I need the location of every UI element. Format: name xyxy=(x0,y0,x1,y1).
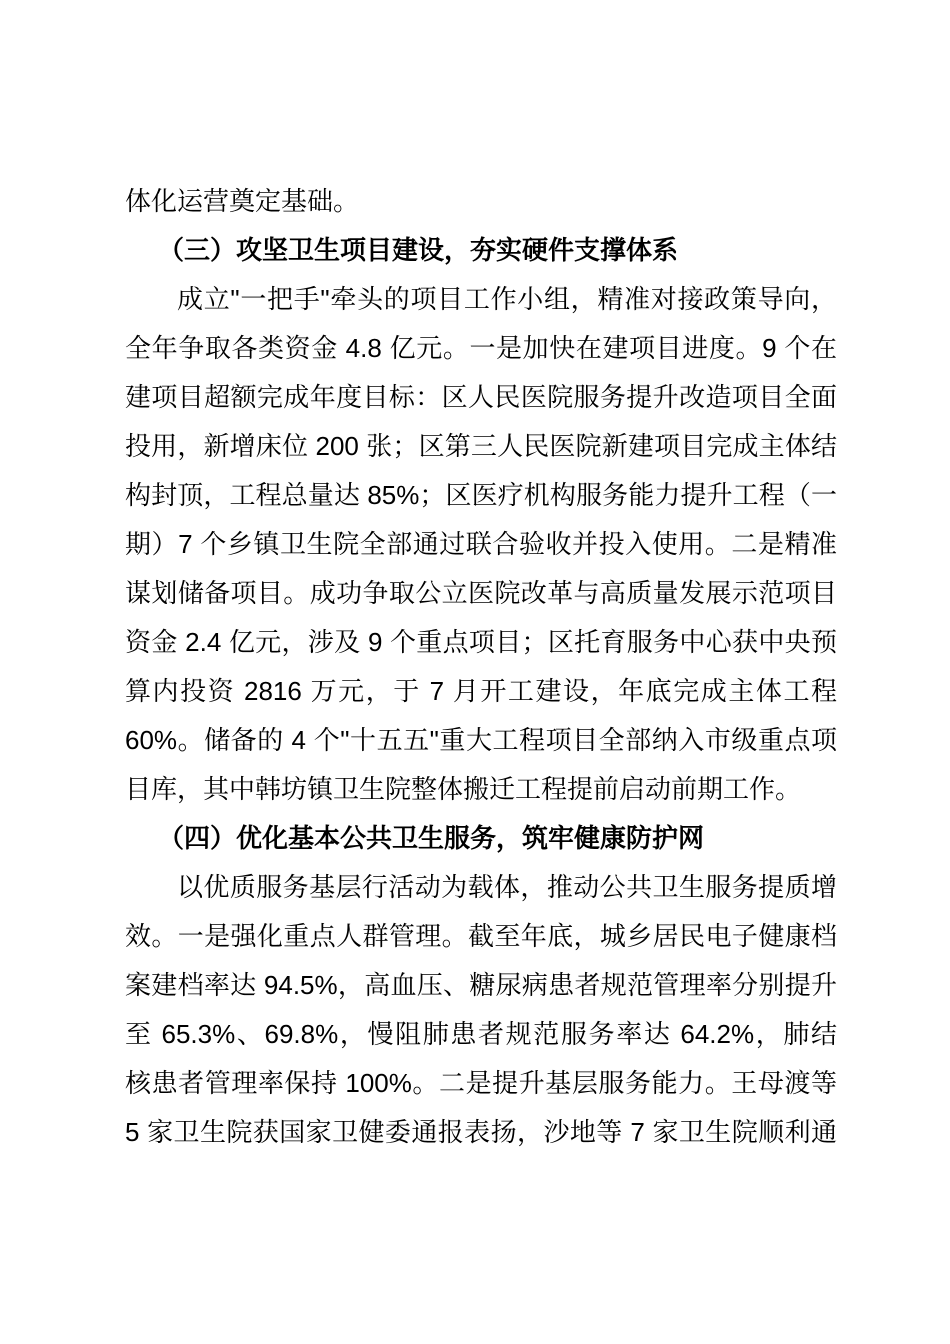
text-line: 构封顶，工程总量达 85%；区医疗机构服务能力提升工程（一 xyxy=(125,480,837,510)
text-line: 建项目超额完成年度目标：区人民医院服务提升改造项目全面 xyxy=(125,382,837,412)
section-heading xyxy=(125,814,837,863)
text-line: 算内投资 2816 万元，于 7 月开工建设，年底完成主体工程 xyxy=(125,676,837,706)
text-line: 投用，新增床位 200 张；区第三人民医院新建项目完成主体结 xyxy=(125,431,837,461)
text-line: 资金 2.4 亿元，涉及 9 个重点项目；区托育服务中心获中央预 xyxy=(125,627,837,657)
section-heading xyxy=(125,226,837,275)
paragraph xyxy=(125,177,837,226)
heading-text-line: （三）攻坚卫生项目建设，夯实硬件支撑体系 xyxy=(158,235,679,265)
text-line: 案建档率达 94.5%，高血压、糖尿病患者规范管理率分别提升 xyxy=(125,970,837,1000)
text-line: 谋划储备项目。成功争取公立医院改革与高质量发展示范项目 xyxy=(125,578,837,608)
paragraph xyxy=(125,863,837,1157)
paragraph xyxy=(125,275,837,814)
text-line: 5 家卫生院获国家卫健委通报表扬，沙地等 7 家卫生院顺利通 xyxy=(125,1117,837,1147)
text-line: 效。一是强化重点人群管理。截至年底，城乡居民电子健康档 xyxy=(125,921,837,951)
text-line: 体化运营奠定基础。 xyxy=(125,186,360,216)
heading-text-line: （四）优化基本公共卫生服务，筑牢健康防护网 xyxy=(158,823,705,853)
text-line: 全年争取各类资金 4.8 亿元。一是加快在建项目进度。9 个在 xyxy=(125,333,837,363)
text-line: 以优质服务基层行活动为载体，推动公共卫生服务提质增 xyxy=(177,872,837,902)
text-line: 期）7 个乡镇卫生院全部通过联合验收并投入使用。二是精准 xyxy=(125,529,837,559)
text-line: 60%。储备的 4 个"十五五"重大工程项目全部纳入市级重点项 xyxy=(125,725,837,755)
text-line: 目库，其中韩坊镇卫生院整体搬迁工程提前启动前期工作。 xyxy=(125,774,802,804)
text-line: 成立"一把手"牵头的项目工作小组，精准对接政策导向， xyxy=(177,284,837,314)
text-line: 至 65.3%、69.8%，慢阻肺患者规范服务率达 64.2%，肺结 xyxy=(125,1019,837,1049)
text-line: 核患者管理率保持 100%。二是提升基层服务能力。王母渡等 xyxy=(125,1068,837,1098)
